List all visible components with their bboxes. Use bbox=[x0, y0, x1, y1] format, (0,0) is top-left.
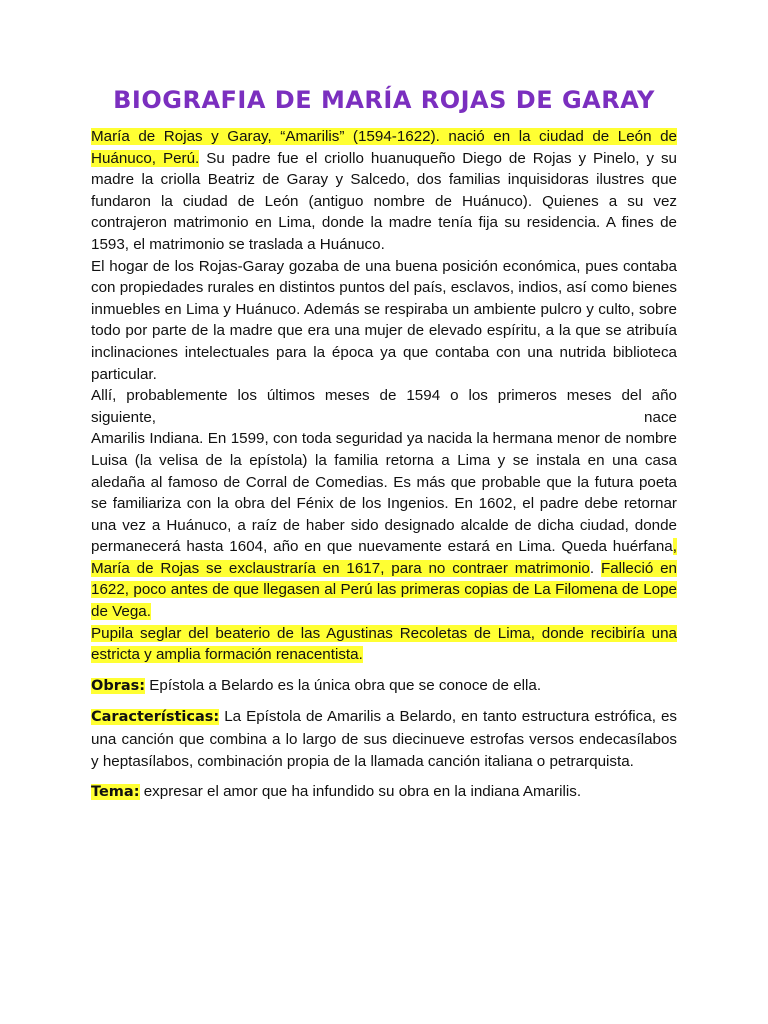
tema-text: expresar el amor que ha infundido su obra en la indiana Amarilis. bbox=[139, 783, 582, 801]
paragraph-text: Su padre fue el criollo huanuqueño Diego de Rojas y Pinelo, y su madre la criolla Beatriz de Garay y Salcedo, dos familias inquisidoras ilustres que fundaron la ciudad de León (antiguo nombre de Huánuco). Quienes a su vez contrajeron matrimonio en Lima, donde la madre tenía fija su residencia. A fines de 1593, el matrimonio se traslada a Huánuco. bbox=[91, 149, 677, 253]
caracteristicas-paragraph bbox=[91, 706, 677, 772]
obras-label: Obras: bbox=[91, 677, 146, 694]
obras-text: Epístola a Belardo es la única obra que se conoce de ella. bbox=[145, 676, 542, 694]
highlighted-text: , María de Rojas se exclaustraría en 1617, para no contraer matrimonio bbox=[91, 538, 677, 577]
tema-paragraph bbox=[91, 781, 677, 804]
caracteristicas-text: La Epístola de Amarilis a Belardo, en tanto estructura estrófica, es una canción que combina a lo largo de sus diecinueve estrofas versos endecasílabos y heptasílabos, combinación propia de la llamada canción italiana o petrarquista. bbox=[91, 708, 677, 770]
document-body bbox=[91, 126, 677, 804]
highlighted-text: Pupila seglar del beaterio de las Agustinas Recoletas de Lima, donde recibiría una estricta y amplia formación renacentista. bbox=[91, 624, 677, 664]
paragraph-text: . bbox=[589, 559, 601, 577]
paragraph-text: Amarilis Indiana. En 1599, con toda seguridad ya nacida la hermana menor de nombre Luisa (la velisa de la epístola) la familia retorna a Lima y se instala en una casa aledaña al famoso de Corral de Comedias. Es más que probable que la futura poeta se familiariza con la obra del Fénix de los Ingenios. En 1602, el padre debe retornar una vez a Huánuco, a raíz de haber sido designado alcalde de dicha ciudad, donde permanecerá hasta 1604, año en que nuevamente estará en Lima. Queda huérfana bbox=[91, 430, 677, 556]
page-title: BIOGRAFIA DE MARÍA ROJAS DE GARAY bbox=[113, 86, 655, 114]
tema-label: Tema: bbox=[91, 784, 140, 801]
bio-paragraph-5 bbox=[91, 623, 677, 666]
caracteristicas-label: Características: bbox=[91, 709, 220, 726]
bio-paragraph-1 bbox=[91, 126, 677, 256]
bio-paragraph-3: Allí, probablemente los últimos meses de 1594 o los primeros meses del año siguiente, nace bbox=[91, 387, 677, 426]
bio-paragraph-2: El hogar de los Rojas-Garay gozaba de una buena posición económica, pues contaba con propiedades rurales en distintos puntos del país, esclavos, indios, así como bienes inmuebles en Lima y Huánuco. Además se respiraba un ambiente pulcro y culto, sobre todo por parte de la madre que era una mujer de elevado espíritu, a la que se atribuía inclinaciones intelectuales para la época ya que contaba con una nutrida biblioteca particular. bbox=[91, 257, 677, 383]
highlighted-text: Falleció en 1622, poco antes de que llegasen al Perú las primeras copias de La Filomena de Lope de Vega. bbox=[91, 559, 677, 621]
obras-paragraph bbox=[91, 675, 677, 698]
highlighted-text: María de Rojas y Garay, “Amarilis” (1594-1622). nació en la ciudad de León de Huánuco, Perú. bbox=[91, 128, 677, 167]
bio-paragraph-4 bbox=[91, 428, 677, 622]
